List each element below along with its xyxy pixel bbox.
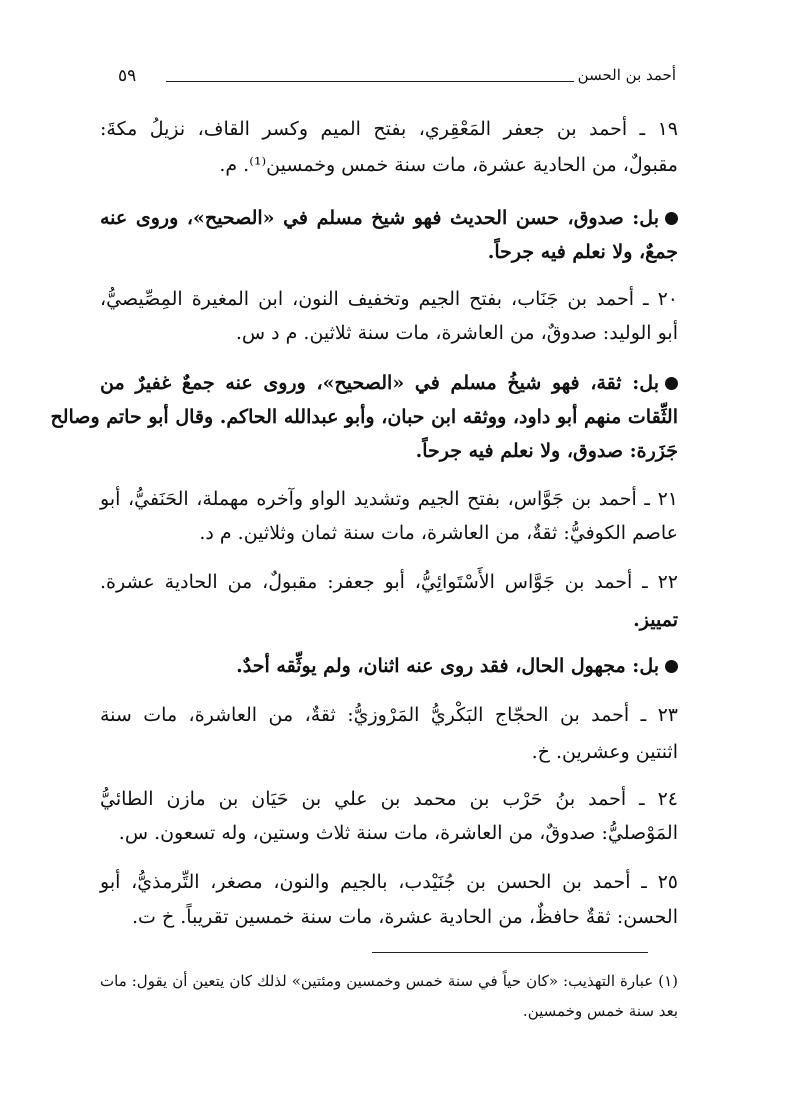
- comment-20-line-3: جَزَرة: صدوق، ولا نعلم فيه جرحاً.: [415, 440, 678, 462]
- comment-19-line-1: بل: صدوق، حسن الحديث فهو شيخ مسلم في «الصحيح»، وروى عنه: [100, 203, 678, 233]
- entry-21-line-2: عاصم الكوفيُّ: ثقةٌ، من العاشرة، مات سنة ثمان وثلاثين. م د.: [199, 522, 678, 544]
- footnote-line-2: بعد سنة خمس وخمسين.: [522, 1002, 678, 1020]
- comment-20-line-1: بل: ثقة، فهو شيخُ مسلم في «الصحيح»، وروى عنه جمعٌ غفيرٌ من: [100, 368, 678, 398]
- entry-20-line-1: ٢٠ ـ أحمد بن جَنَاب، بفتح الجيم وتخفيف النون، ابن المغيرة المِصِّيصيُّ،: [100, 288, 678, 310]
- entry-23-line-2: اثنتين وعشرين. خ.: [531, 741, 678, 763]
- page-header: [118, 66, 676, 94]
- entry-24-line-2: المَوْصليُّ: صدوقٌ، من العاشرة، مات سنة ثلاث وستين، وله تسعون. س.: [118, 822, 678, 844]
- bullet-icon: [665, 212, 678, 225]
- comment-20-line-2: الثِّقات منهم أبو داود، ووثقه ابن حبان، وأبو عبدالله الحاكم. وقال أبو حاتم وصالح: [50, 406, 678, 428]
- entry-21-line-1: ٢١ ـ أحمد بن جَوَّاس، بفتح الجيم وتشديد الواو وآخره مهملة، الحَنَفيُّ، أبو: [100, 488, 678, 510]
- bullet-icon: [665, 660, 678, 673]
- entry-23-line-1: ٢٣ ـ أحمد بن الحجّاج البَكْريُّ المَرْوزيُّ: ثقةٌ، من العاشرة، مات سنة: [100, 704, 678, 726]
- entry-25-line-1: ٢٥ ـ أحمد بن الحسن بن جُنَيْدب، بالجيم والنون، مصغر، التِّرمذيُّ، أبو: [100, 871, 678, 893]
- entry-22-line-1: ٢٢ ـ أحمد بن جَوَّاس الأَسْتَوائِيُّ، أبو جعفر: مقبولٌ، من الحادية عشرة.: [100, 571, 678, 593]
- entry-19-line-1: ١٩ ـ أحمد بن جعفر المَعْقِري، بفتح الميم وكسر القاف، نزيلُ مكةَ:: [100, 118, 678, 140]
- entry-19-line-2: مقبولٌ، من الحادية عشرة، مات سنة خمس وخمسين⁽¹⁾. م.: [219, 154, 678, 176]
- entry-25-line-2: الحسن: ثقةٌ حافظٌ، من الحادية عشرة، مات سنة خمسين تقريباً. خ ت.: [132, 906, 678, 928]
- entry-20-line-2: أبو الوليد: صدوقٌ، من العاشرة، مات سنة ثلاثين. م د س.: [235, 322, 678, 344]
- header-rule: [166, 81, 574, 82]
- footnote-line-1: (١) عبارة التهذيب: «كان حياً في سنة خمس وخمسين ومئتين» لذلك كان يتعين أن يقول: مات: [100, 972, 678, 990]
- entry-22-line-2: تمييز.: [633, 609, 678, 631]
- comment-22-line-1: بل: مجهول الحال، فقد روى عنه اثنان، ولم يوثِّقه أحدٌ.: [100, 651, 678, 681]
- comment-19-line-2: جمعٌ، ولا نعلم فيه جرحاً.: [487, 241, 678, 263]
- page-number: ٥٩: [118, 66, 137, 86]
- running-title: أحمد بن الحسن: [577, 66, 676, 84]
- entry-24-line-1: ٢٤ ـ أحمد بنُ حَرْب بن محمد بن علي بن حَيَان بن مازن الطائيُّ: [100, 788, 678, 810]
- bullet-icon: [665, 377, 678, 390]
- footnote-rule: [372, 952, 648, 953]
